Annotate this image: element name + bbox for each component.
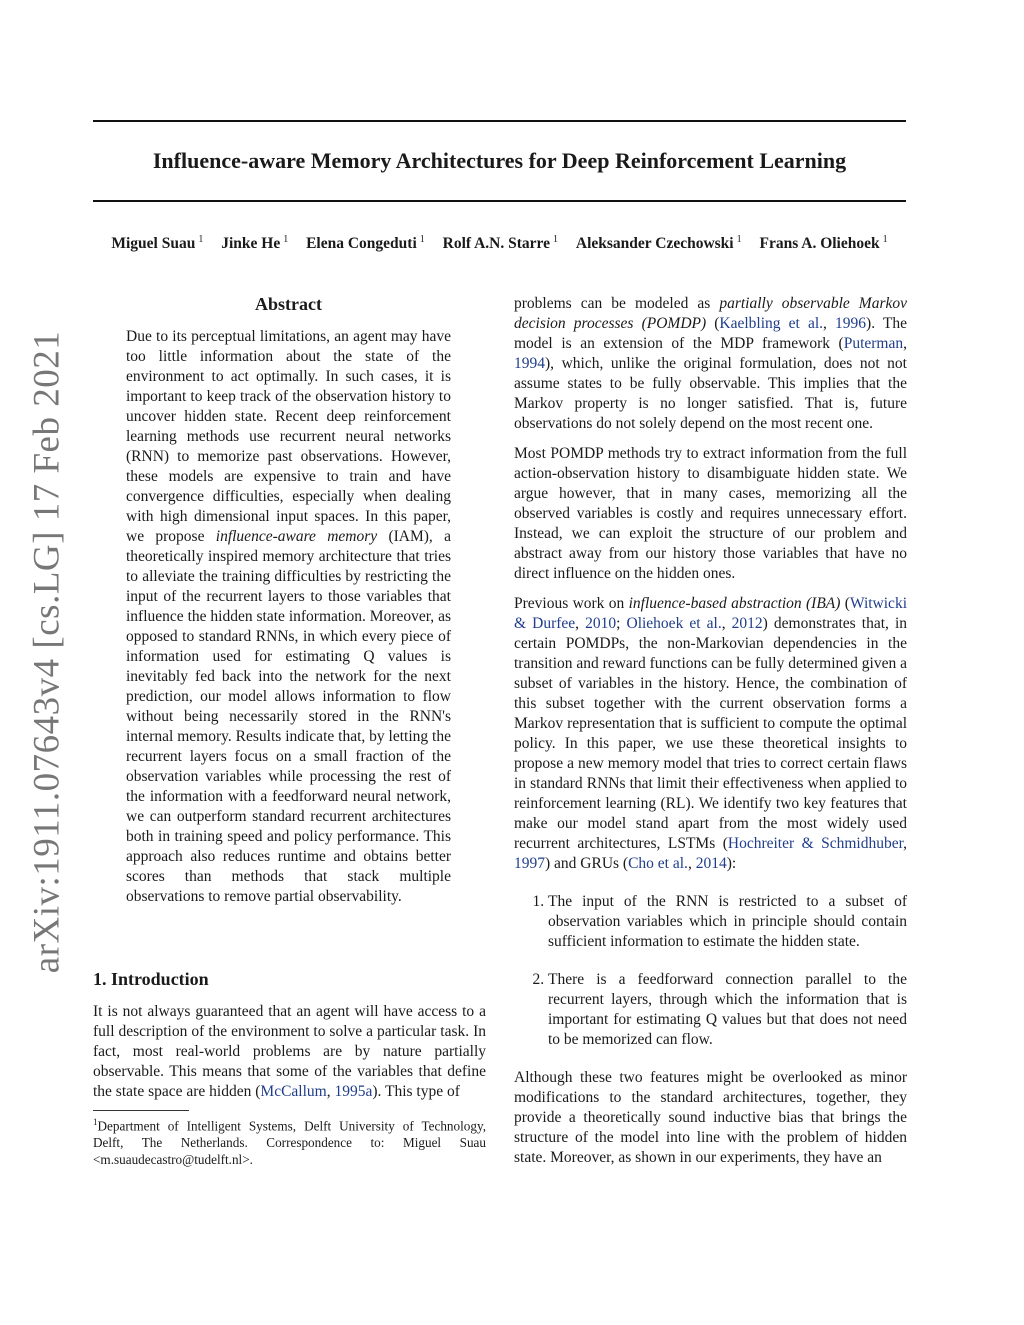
abstract-heading: Abstract (255, 294, 322, 314)
citation-link[interactable]: McCallum (260, 1083, 327, 1100)
footnote-text: Department of Intelligent Systems, Delft University of Technology, Delft, The Netherlands. Correspondence to: Miguel Suau <m.suaudecastro@tudelft.nl>. (93, 1118, 486, 1168)
body-paragraph: Most POMDP methods try to extract information from the full action-observation history to disambiguate hidden state. We argue however, that in many cases, memorizing all the observed variables is costly and requires unnecessary effort. Instead, we can exploit the structure of our problem and abstract away from our history those variables that have no direct influence on the hidden ones. (514, 445, 907, 582)
citation-link[interactable]: Cho et al. (628, 855, 688, 872)
affiliation-mark: 1 (198, 234, 204, 245)
citation-link[interactable]: 1996 (835, 315, 867, 332)
author-name: Frans A. Oliehoek (759, 235, 880, 253)
body-paragraph: Although these two features might be overlooked as minor modifications to the standard architectures, together, they provide a theoretically sound inductive bias that brings the structure of the model into line with the problem of hidden state. Moreover, as shown in our experiments, they have an (514, 1069, 907, 1166)
citation-link[interactable]: 2010 (585, 615, 617, 632)
paper-title: Influence-aware Memory Architectures for Deep Reinforcement Learning (152, 148, 847, 173)
citation-link[interactable]: Puterman (843, 335, 904, 352)
author (221, 235, 288, 252)
affiliation-mark: 1 (283, 234, 289, 245)
affiliation-mark: 1 (736, 234, 742, 245)
footnote-rule (93, 1110, 189, 1111)
emphasis: influence-based abstraction (IBA) (628, 595, 841, 612)
top-rule (93, 120, 906, 122)
author-list (93, 234, 906, 253)
author (306, 235, 425, 252)
citation-link[interactable]: 1997 (514, 855, 545, 872)
citation-link[interactable]: Hochreiter & Schmidhuber (727, 835, 904, 852)
author (576, 235, 742, 252)
author-name: Miguel Suau (111, 235, 196, 253)
citation-link[interactable]: 2012 (731, 615, 763, 632)
introduction-body (93, 1002, 486, 1102)
author (443, 235, 558, 252)
citation-link[interactable]: Oliehoek et al. (626, 615, 722, 632)
title-bottom-rule (93, 200, 906, 202)
citation-link[interactable]: 1995a (334, 1083, 373, 1100)
footnote-mark: 1 (93, 1117, 98, 1127)
right-column (514, 294, 907, 1178)
author (759, 235, 887, 252)
section-heading-introduction: 1. Introduction (93, 969, 209, 989)
list-item: 2. There is a feedforward connection parallel to the recurrent layers, through which the information that is important for estimating Q values but that does not need to be memorized can flow. (548, 970, 907, 1050)
emphasis: influence-aware memory (215, 528, 378, 545)
emphasis: partially observable Markov decision processes (POMDP) (514, 295, 907, 332)
list-item: 1. The input of the RNN is restricted to a subset of observation variables which in principle should contain sufficient information to estimate the hidden state. (548, 892, 907, 952)
affiliation-footnote (93, 1114, 486, 1168)
author (111, 235, 203, 252)
author-name: Aleksander Czechowski (575, 235, 734, 253)
abstract-body (126, 327, 451, 907)
author-name: Jinke He (221, 235, 281, 253)
affiliation-mark: 1 (553, 234, 558, 245)
author-name: Elena Congeduti (306, 235, 417, 253)
abstract-paragraph: Due to its perceptual limitations, an agent may have too little information about the state of the environment to act optimally. In such cases, it is important to keep track of the observation history to uncover hidden state. Recent deep reinforcement learning methods use recurrent neural networks (RNN) to memorize past observations. However, these models are expensive to train and have convergence difficulties, especially when dealing with high dimensional input spaces. In this paper, we propose influence-aware memory (IAM), a theoretically inspired memory architecture that tries to alleviate the training difficulties by restricting the input of the recurrent layers to those variables that influence the hidden state information. Moreover, as opposed to standard RNNs, in which every piece of information used for estimating Q values is inevitably fed back into the network for the next prediction, our model allows information to flow without being necessarily stored in the RNN's internal memory. Results indicate that, by letting the recurrent layers focus on a small fraction of the observation variables while processing the rest of the information with a feedforward neural network, we can outperform standard recurrent architectures both in training speed and policy performance. This approach also reduces runtime and obtains better scores than methods that stack multiple observations to remove partial observability. (126, 328, 451, 905)
citation-link[interactable]: Witwicki & Durfee (514, 595, 907, 632)
arxiv-identifier: arXiv:1911.07643v4 [cs.LG] 17 Feb 2021 (26, 330, 68, 974)
citation-link[interactable]: 2014 (695, 855, 727, 872)
affiliation-mark: 1 (419, 234, 425, 245)
citation-link[interactable]: Kaelbling et al. (719, 315, 824, 332)
affiliation-mark: 1 (882, 234, 888, 245)
citation-link[interactable]: 1994 (514, 355, 545, 372)
body-paragraph: problems can be modeled as partially observable Markov decision processes (POMDP) (Kaelbling et al., 1996). The model is an extension of the MDP framework (Puterman, 1994), which, unlike the original formulation, does not not assume states to be fully observable. This implies that the Markov property is no longer satisfied. That is, future observations do not solely depend on the most recent one. (514, 295, 908, 432)
intro-paragraph: It is not always guaranteed that an agent will have access to a full description of the environment to solve a particular task. In fact, most real-world problems are by nature partially observable. This means that some of the variables that define the state space are hidden (McCallum, 1995a). This type of (93, 1003, 486, 1100)
author-name: Rolf A.N. Starre (442, 235, 550, 253)
feature-list (514, 892, 907, 1050)
body-paragraph: Previous work on influence-based abstraction (IBA) (Witwicki & Durfee, 2010; Oliehoek et al., 2012) demonstrates that, in certain POMDPs, the non-Markovian dependencies in the transition and reward functions can be fully determined given a subset of variables in the history. Hence, the combination of this subset together with the current observation forms a Markov representation that is sufficient to compute the optimal policy. In this paper, we use these theoretical insights to propose a new memory model that tries to correct certain flaws in standard RNNs that limit their effectiveness when applied to reinforcement learning (RL). We identify two key features that make our model stand apart from the most widely used recurrent architectures, LSTMs (Hochreiter & Schmidhuber, 1997) and GRUs (Cho et al., 2014): (514, 595, 908, 872)
